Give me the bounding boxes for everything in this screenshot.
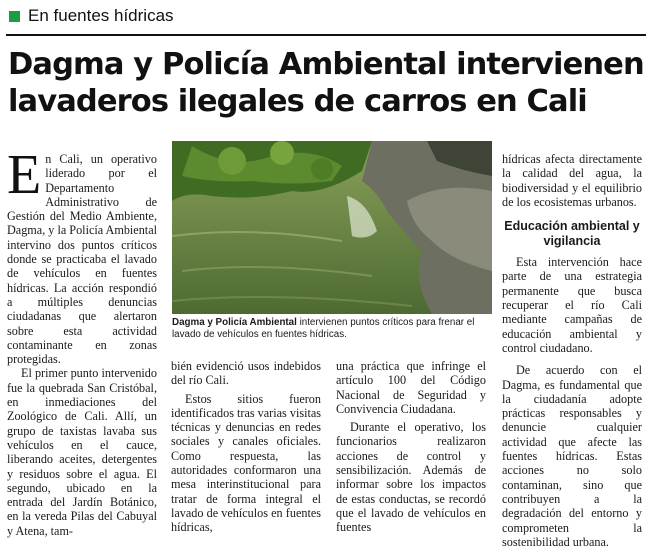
col1-paragraph-2: El primer punto intervenido fue la quebrada San Cristóbal, en inmediaciones del Zoológico de Cali. Allí, un grupo de taxistas lavaba sus vehículos en el cauce, liberando aceites, detergentes y residuos sobre el agua. El segundo, ubicado en la entrada del Jardín Botánico, en la vereda Pilas del Cabuyal y Atena, tam- [7,366,157,538]
col1-paragraph-1 [7,144,157,367]
column-3 [336,359,486,535]
col1-p1-text: n Cali, un operativo liderado por el Departamento Administrativo de Gestión del Medio Ambiente, Dagma, y la Policía Ambiental intervino dos puntos críticos donde se practicaba el lavado de vehículos en fuentes hídricas. La acción respondió a múltiples denuncias ciudadanas que alertaron sobre esta actividad contaminante en zonas protegidas. [7,152,157,367]
column-2 [171,359,321,535]
caption-text: intervienen puntos críticos para frenar el lavado de vehículos en fuentes hídricas. [172,317,475,340]
col4-paragraph-1: hídricas afecta directamente la calidad del agua, la biodiversidad y el equilibrio de los ecosistemas urbanos. [502,152,642,209]
river-photo [172,141,492,314]
column-1 [7,144,157,538]
col4-paragraph-2: Esta intervención hace parte de una estrategia permanente que busca recuperar el río Cali mediante campañas de educación ambiental y control ciudadano. [502,255,642,355]
drop-cap: E [7,144,42,206]
col3-paragraph-2: Durante el operativo, los funcionarios realizaron acciones de control y sensibilización. Además de informar sobre los impactos de estas conductas, se recordó que el lavado de vehículos en fuentes [336,420,486,535]
col2-paragraph-1: bién evidenció usos indebidos del río Cali. [171,359,321,388]
col4-paragraph-3: De acuerdo con el Dagma, es fundamental que la ciudadanía adopte prácticas responsables y denuncie cualquier actividad que afecte las fuentes hídricas. Estas acciones no solo contaminan, sino que contribuyen a la degradación del entorno y comprometen la sostenibilidad urbana. [502,363,642,549]
river-photo-icon [172,141,492,314]
headline: Dagma y Policía Ambiental intervienen lavaderos ilegales de carros en Cali [8,47,644,119]
col3-paragraph-1: una práctica que infringe el artículo 100 del Código Nacional de Seguridad y Convivencia Ciudadana. [336,359,486,416]
section-tag [9,6,174,26]
top-rule [6,34,646,36]
column-4 [502,152,642,549]
photo-caption [172,317,494,341]
subheading: Educación ambiental y vigilancia [504,219,640,249]
section-label: En fuentes hídricas [28,6,174,25]
col2-paragraph-2: Estos sitios fueron identificados tras varias visitas técnicas y denuncias en redes sociales y canales oficiales. Como respuesta, las autoridades conformaron una mesa interinstitucional para tratar de forma integral el lavado de vehículos en fuentes hídricas, [171,391,321,535]
caption-bold: Dagma y Policía Ambiental [172,317,297,328]
section-marker-icon [9,11,20,22]
